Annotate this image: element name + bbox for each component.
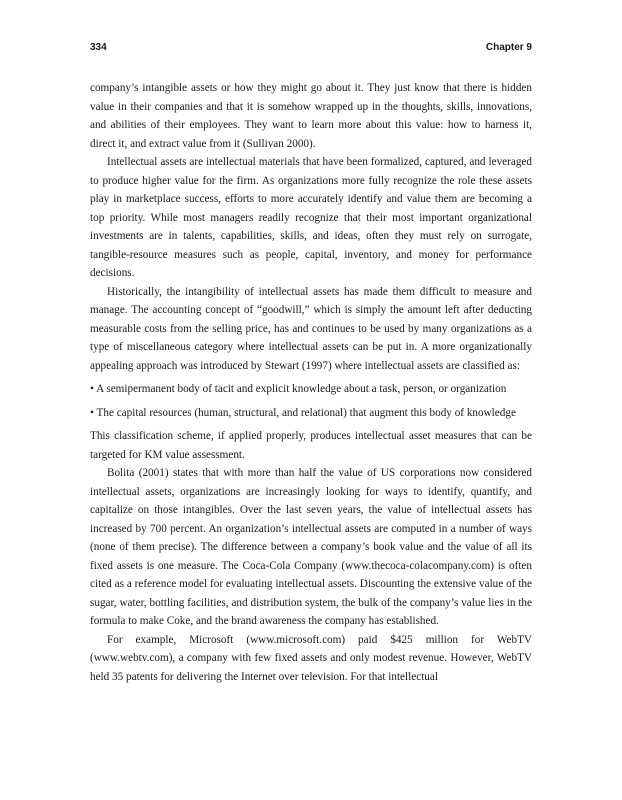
paragraph-bolita: Bolita (2001) states that with more than half the value of US corporations now considered intellectual assets, organizations are increasingly looking for ways to identify, quantify, and capitalize on those intangibles. Over the last seven years, the value of intellectual assets has increased by 700 percent. An organization’s intellectual assets are computed in a number of ways (none of them precise). The difference between a company’s book value and the value of all its fixed assets is one measure. The Coca-Cola Company (www.thecoca-colacompany.com) is often cited as a reference model for evaluating intellectual assets. Discounting the extensive value of the sugar, water, bottling facilities, and distribution system, the bulk of the company’s value lies in the formula to make Coke, and the brand awareness the company has established. (90, 467, 532, 627)
bullet-item: • A semipermanent body of tacit and explicit knowledge about a task, person, or organization (90, 383, 507, 395)
chapter-label: Chapter 9 (485, 42, 532, 53)
paragraph-microsoft: For example, Microsoft (www.microsoft.com) paid $425 million for WebTV (www.webtv.com), a company with few fixed assets and only modest revenue. However, WebTV held 35 patents for delivering the Internet over television. For that intellectual (90, 633, 532, 683)
body-text (90, 79, 532, 686)
running-header (90, 42, 532, 56)
paragraph-continued: company’s intangible assets or how they might go about it. They just know that there is hidden value in their companies and that it is somehow wrapped up in the thoughts, skills, innovations, and abilities of their employees. They want to learn more about this value: how to harness it, direct it, and extract value from it (Sullivan 2000). (90, 82, 532, 150)
page-number: 334 (90, 42, 107, 53)
paragraph-intellectual-assets: Intellectual assets are intellectual materials that have been formalized, captured, and leveraged to produce higher value for the firm. As organizations more fully recognize the role these assets play in marketplace success, efforts to more accurately identify and value them are becoming a top priority. While most managers readily recognize that their most important organizational investments are in talents, capabilities, skills, and ideas, often they must rely on surrogate, tangible-resource measures such as people, capital, inventory, and money for performance decisions. (90, 156, 532, 279)
paragraph-historically: Historically, the intangibility of intellectual assets has made them difficult to measure and manage. The accounting concept of “goodwill,” which is simply the amount left after deducting measurable costs from the selling price, has and continues to be used by many organizations as a type of miscellaneous category where intellectual assets can be put in. A more organizationally appealing approach was introduced by Stewart (1997) where intellectual assets are classified as: (90, 285, 532, 372)
bullet-item: • The capital resources (human, structural, and relational) that augment this body of knowledge (90, 406, 516, 419)
paragraph-classification: This classification scheme, if applied properly, produces intellectual asset measures that can be targeted for KM value assessment. (90, 430, 532, 461)
